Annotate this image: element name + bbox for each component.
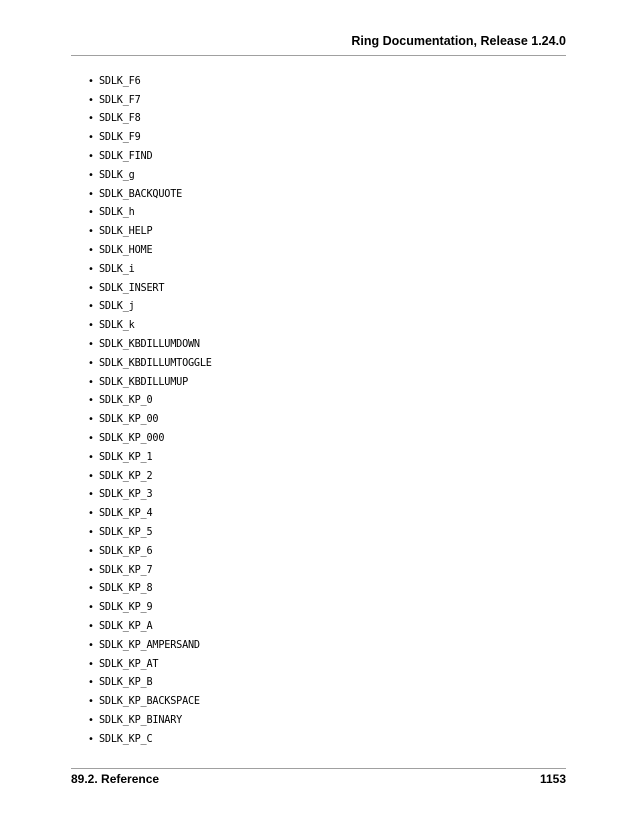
list-item bbox=[88, 222, 212, 241]
key-constant: SDLK_KP_A bbox=[99, 621, 153, 632]
key-constant: SDLK_KP_6 bbox=[99, 545, 153, 557]
key-constant: SDLK_h bbox=[99, 207, 135, 219]
key-constant: SDLK_KP_8 bbox=[99, 583, 153, 595]
key-constant-list bbox=[88, 72, 212, 749]
key-constant: SDLK_i bbox=[99, 263, 135, 275]
bullet-icon: • bbox=[88, 169, 94, 181]
bullet-icon: • bbox=[88, 94, 94, 106]
bullet-icon: • bbox=[88, 451, 94, 463]
list-item bbox=[88, 711, 212, 730]
bullet-icon: • bbox=[88, 320, 94, 332]
bullet-icon: • bbox=[88, 696, 94, 708]
bullet-icon: • bbox=[88, 489, 94, 501]
list-item bbox=[88, 486, 212, 505]
bullet-icon: • bbox=[88, 508, 94, 520]
list-item bbox=[88, 448, 212, 467]
key-constant: SDLK_KP_C bbox=[99, 733, 153, 745]
list-item bbox=[88, 561, 212, 580]
bullet-icon: • bbox=[88, 639, 94, 651]
bullet-icon: • bbox=[88, 245, 94, 257]
key-constant: SDLK_KP_4 bbox=[99, 508, 153, 520]
bullet-icon: • bbox=[88, 226, 94, 238]
bullet-icon: • bbox=[88, 658, 94, 670]
list-item bbox=[88, 128, 212, 147]
key-constant: SDLK_KP_AT bbox=[99, 658, 159, 670]
bullet-icon: • bbox=[88, 357, 94, 369]
list-item bbox=[88, 147, 212, 166]
list-item bbox=[88, 467, 212, 486]
bullet-icon: • bbox=[88, 564, 94, 576]
list-item bbox=[88, 204, 212, 223]
list-item bbox=[88, 692, 212, 711]
key-constant: SDLK_k bbox=[99, 320, 135, 332]
list-item bbox=[88, 429, 212, 448]
bullet-icon: • bbox=[88, 301, 94, 313]
key-constant: SDLK_KP_7 bbox=[99, 564, 153, 576]
list-item bbox=[88, 185, 212, 204]
bullet-icon: • bbox=[88, 151, 94, 163]
key-constant: SDLK_KP_BINARY bbox=[99, 714, 183, 726]
list-item bbox=[88, 598, 212, 617]
key-constant: SDLK_F9 bbox=[99, 132, 141, 144]
list-item bbox=[88, 316, 212, 335]
key-constant: SDLK_INSERT bbox=[99, 282, 165, 294]
bullet-icon: • bbox=[88, 470, 94, 482]
key-constant: SDLK_F7 bbox=[99, 94, 141, 106]
bullet-icon: • bbox=[88, 376, 94, 388]
key-constant: SDLK_KP_9 bbox=[99, 602, 153, 614]
section-label: 89.2. Reference bbox=[71, 772, 160, 786]
key-constant: SDLK_BACKQUOTE bbox=[99, 188, 183, 200]
key-constant: SDLK_KP_1 bbox=[99, 451, 153, 463]
list-item bbox=[88, 373, 212, 392]
key-constant: SDLK_j bbox=[99, 301, 135, 313]
key-constant: SDLK_g bbox=[99, 169, 135, 181]
list-item bbox=[88, 410, 212, 429]
bullet-icon: • bbox=[88, 433, 94, 445]
bullet-icon: • bbox=[88, 733, 94, 745]
bullet-icon: • bbox=[88, 113, 94, 125]
bullet-icon: • bbox=[88, 188, 94, 200]
key-constant: SDLK_KBDILLUMDOWN bbox=[99, 339, 200, 351]
list-item bbox=[88, 655, 212, 674]
list-item bbox=[88, 354, 212, 373]
bullet-icon: • bbox=[88, 414, 94, 426]
bullet-icon: • bbox=[88, 527, 94, 539]
list-item bbox=[88, 730, 212, 749]
key-constant: SDLK_HOME bbox=[99, 245, 153, 257]
document-title: Ring Documentation, Release 1.24.0 bbox=[351, 34, 566, 48]
bullet-icon: • bbox=[88, 282, 94, 294]
bullet-icon: • bbox=[88, 395, 94, 407]
key-constant: SDLK_F8 bbox=[99, 113, 141, 125]
bullet-icon: • bbox=[88, 207, 94, 219]
key-constant: SDLK_KP_3 bbox=[99, 489, 153, 501]
key-constant: SDLK_F6 bbox=[99, 75, 141, 87]
key-constant: SDLK_HELP bbox=[99, 226, 153, 238]
list-item bbox=[88, 260, 212, 279]
key-constant: SDLK_KBDILLUMTOGGLE bbox=[99, 357, 212, 369]
page-number: 1153 bbox=[539, 772, 566, 786]
key-constant: SDLK_KBDILLUMUP bbox=[99, 376, 189, 388]
key-constant: SDLK_KP_AMPERSAND bbox=[99, 639, 200, 651]
list-item bbox=[88, 392, 212, 411]
list-item bbox=[88, 279, 212, 298]
key-constant: SDLK_FIND bbox=[99, 151, 153, 163]
bullet-icon: • bbox=[88, 621, 94, 632]
bullet-icon: • bbox=[88, 677, 94, 689]
list-item bbox=[88, 241, 212, 260]
page-header bbox=[71, 33, 566, 56]
key-constant: SDLK_KP_2 bbox=[99, 470, 153, 482]
list-item bbox=[88, 91, 212, 110]
key-constant: SDLK_KP_00 bbox=[99, 414, 159, 426]
key-constant: SDLK_KP_B bbox=[99, 677, 153, 689]
key-constant: SDLK_KP_000 bbox=[99, 433, 165, 445]
list-item bbox=[88, 166, 212, 185]
bullet-icon: • bbox=[88, 602, 94, 614]
bullet-icon: • bbox=[88, 75, 94, 87]
list-item bbox=[88, 335, 212, 354]
page-footer bbox=[71, 768, 566, 789]
key-constant: SDLK_KP_0 bbox=[99, 395, 153, 407]
list-item bbox=[88, 636, 212, 655]
bullet-icon: • bbox=[88, 583, 94, 595]
bullet-icon: • bbox=[88, 339, 94, 351]
key-constant: SDLK_KP_BACKSPACE bbox=[99, 696, 200, 708]
list-item bbox=[88, 542, 212, 561]
list-item bbox=[88, 674, 212, 693]
list-item bbox=[88, 298, 212, 317]
list-item bbox=[88, 504, 212, 523]
bullet-icon: • bbox=[88, 714, 94, 726]
list-item bbox=[88, 110, 212, 129]
list-item bbox=[88, 580, 212, 599]
bullet-icon: • bbox=[88, 545, 94, 557]
list-item bbox=[88, 72, 212, 91]
key-constant: SDLK_KP_5 bbox=[99, 527, 153, 539]
list-item bbox=[88, 617, 212, 636]
bullet-icon: • bbox=[88, 132, 94, 144]
bullet-icon: • bbox=[88, 263, 94, 275]
list-item bbox=[88, 523, 212, 542]
